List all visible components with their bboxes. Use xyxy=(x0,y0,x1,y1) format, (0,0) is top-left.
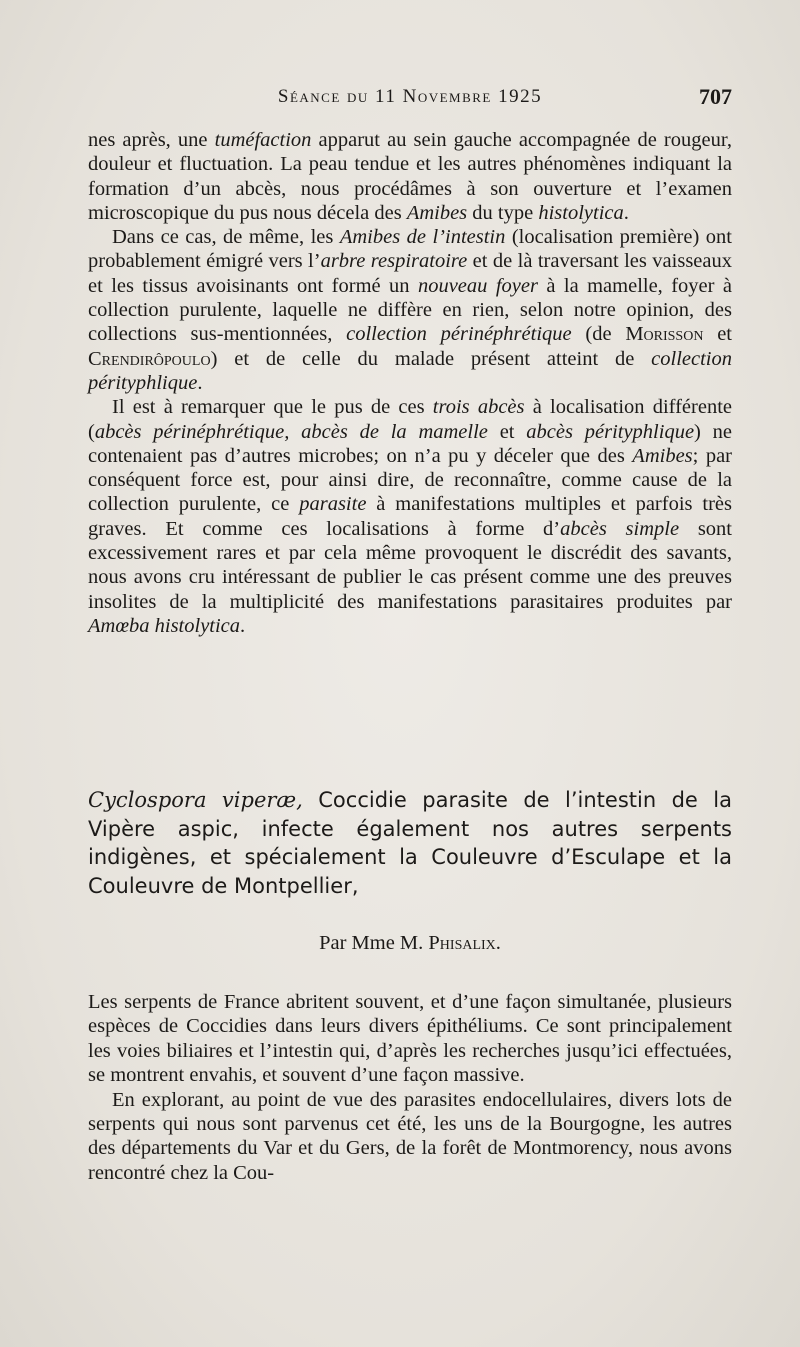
running-title: Séance du 11 Novembre 1925 xyxy=(277,86,543,107)
species-name: Cyclospora viperæ, xyxy=(88,788,303,812)
title-text: Coccidie parasite de l’intestin de la Vipère aspic, infecte également nos autres serpents indigènes, et spécialement la Couleuvre d’Esculape et la Couleuvre de Montpellier, xyxy=(88,788,732,898)
italic-term: collection périnéphrétique xyxy=(346,323,572,346)
italic-term: tuméfaction xyxy=(214,129,312,151)
italic-term: abcès simple xyxy=(560,517,680,540)
italic-term: collection pérityphlique xyxy=(88,347,732,394)
author-name: Phisalix xyxy=(428,932,496,954)
italic-term: trois abcès xyxy=(432,396,525,419)
text-run: à la mamelle, foyer à collection purulente, laquelle ne diffère en rien, selon notre opinion, des collections sus-mentionnées, xyxy=(88,274,732,346)
text-run: ) et de celle du malade présent atteint de xyxy=(210,347,652,370)
page-header xyxy=(88,86,732,116)
author-name: Morisson xyxy=(625,323,704,346)
text-run: . xyxy=(240,614,246,637)
italic-term: histolytica xyxy=(538,201,624,224)
italic-term: arbre respiratoire xyxy=(320,250,468,273)
italic-term: nouveau foyer xyxy=(417,274,538,297)
paragraph-5: En explorant, au point de vue des parasites endocellulaires, divers lots de serpents qui nous sont parvenus cet été, les uns de la Bourgogne, les autres des départements du Var et du Gers, de la forêt de Montmorency, nous avons rencontré chez la Cou- xyxy=(88,1088,732,1184)
text-run: apparut au sein gauche accompagnée de rougeur, douleur et fluctuation. La peau tendue et les autres phénomènes indiquant la formation d’un abcès, nous procédâmes à son ouverture et l’examen microscopique du pus nous décela des xyxy=(88,129,732,224)
italic-term: Amibes xyxy=(632,444,693,467)
text-run: (de xyxy=(571,323,626,346)
author-prefix: Par Mme M. xyxy=(319,932,429,954)
article-title xyxy=(88,786,732,900)
text-run: Dans ce cas, de même, les xyxy=(112,226,340,249)
text-run: à manifestations multiples et parfois très graves. Et comme ces localisations à forme d’ xyxy=(88,493,732,540)
italic-term: Amibes xyxy=(406,201,468,224)
italic-term: abcès périnéphrétique, abcès de la mamelle xyxy=(94,420,488,443)
new-article-body xyxy=(88,990,732,1185)
text-run: et de là traversant les vaisseaux et les tissus avoisinants ont formé un xyxy=(88,250,733,297)
paragraph-3 xyxy=(88,395,732,638)
text-run: et xyxy=(703,323,733,346)
text-run: (localisation première) ont probablement émigré vers l’ xyxy=(88,226,732,273)
text-run: du type xyxy=(467,201,539,224)
text-run: sont excessivement rares et par cela même provoquent le discrédit des savants, nous avons cru intéressant de publier le cas présent comme une des preuves insolites de la multiplicité des manifestations parasitaires produites par xyxy=(88,517,732,613)
author-suffix: . xyxy=(495,932,501,954)
page-number: 707 xyxy=(699,84,732,109)
text-run: ) ne contenaient pas d’autres microbes; on n’a pu y déceler que des xyxy=(88,420,733,467)
text-run: nes après, une xyxy=(88,129,215,151)
paragraph-4: Les serpents de France abritent souvent, et d’une façon simultanée, plusieurs espèces de Coccidies dans leurs divers épithéliums. Ce sont principalement les voies biliaires et l’intestin qui, d’après les recherches jusqu’ici effectuées, se montrent envahis, et souvent d’une façon massive. xyxy=(88,991,732,1087)
italic-term: Amœba histolytica xyxy=(88,614,241,637)
article-author xyxy=(88,932,732,955)
text-run: . xyxy=(197,371,203,394)
italic-term: Amibes de l’intestin xyxy=(339,226,506,249)
text-run: ; par conséquent force est, pour ainsi dire, de reconnaître, comme cause de la collection purulente, ce xyxy=(88,444,732,516)
text-run: à localisation différente ( xyxy=(88,396,733,443)
paragraph-1 xyxy=(88,128,732,225)
text-run: Il est à remarquer que le pus de ces xyxy=(112,396,433,419)
text-run: et xyxy=(487,420,527,443)
continued-article-body xyxy=(88,128,732,638)
author-name: Crendirôpoulo xyxy=(88,347,211,370)
text-run: . xyxy=(623,201,629,224)
paragraph-2 xyxy=(88,225,732,395)
italic-term: abcès pérityphlique xyxy=(526,420,695,443)
italic-term: parasite xyxy=(299,493,367,516)
